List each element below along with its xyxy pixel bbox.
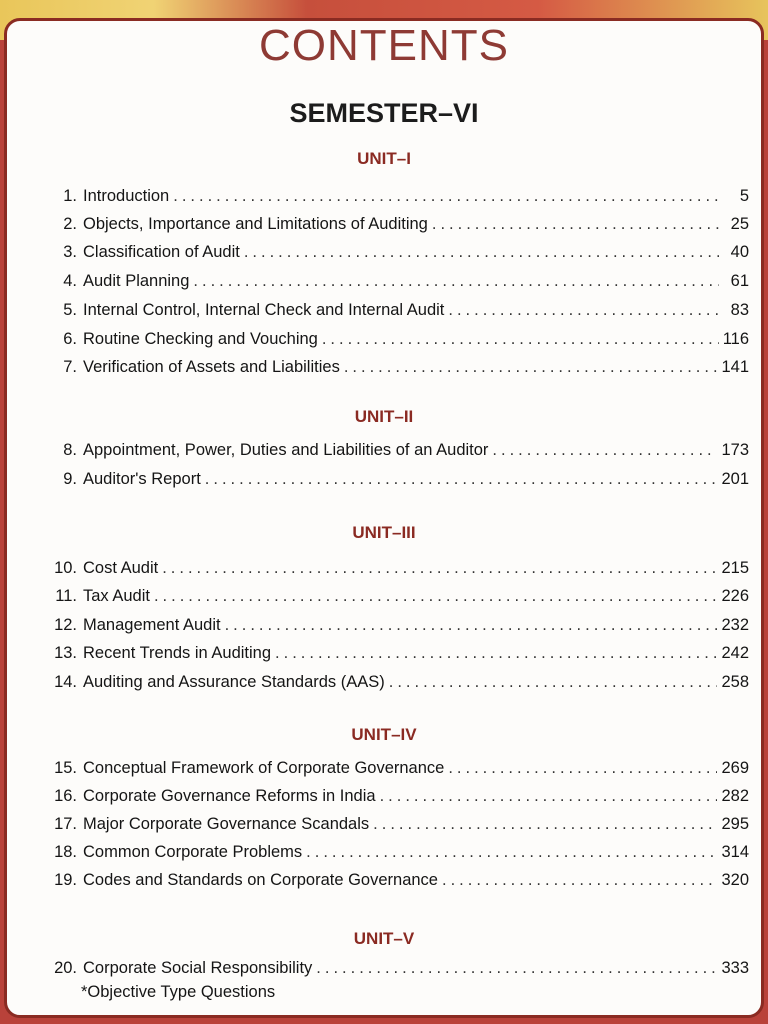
entry-page: 40	[730, 243, 749, 261]
toc-entry	[49, 441, 749, 465]
entry-number: 4.	[63, 272, 77, 290]
toc-entry	[49, 215, 749, 239]
entry-page: 242	[721, 644, 749, 662]
entry-page: 201	[721, 470, 749, 488]
entry-page: 83	[730, 301, 749, 319]
entry-page: 215	[721, 559, 749, 577]
toc-entry	[49, 644, 749, 668]
entry-page: 141	[721, 358, 749, 376]
entry-page: 5	[739, 187, 749, 205]
entry-title: Introduction	[83, 187, 170, 205]
entry-number: 1.	[63, 187, 77, 205]
toc-entry	[49, 787, 749, 811]
entry-title: Objects, Importance and Limitations of Auditing	[83, 215, 428, 233]
dot-leader	[380, 787, 718, 806]
entry-title: Cost Audit	[83, 559, 159, 577]
entry-page: 320	[721, 871, 749, 889]
dot-leader	[344, 358, 718, 377]
entry-number: 14.	[54, 673, 77, 691]
unit-heading: UNIT–III	[352, 523, 416, 542]
entry-page: 226	[721, 587, 749, 605]
entry-page: 173	[721, 441, 749, 459]
entry-title: Auditor's Report	[83, 470, 201, 488]
toc-entry	[49, 871, 749, 895]
dot-leader	[205, 470, 718, 489]
entry-page: 333	[721, 959, 749, 977]
dot-leader	[373, 815, 717, 834]
entry-title: Corporate Social Responsibility	[83, 959, 313, 977]
dot-leader	[322, 330, 719, 349]
entry-title: Verification of Assets and Liabilities	[83, 358, 340, 376]
contents-page	[4, 18, 764, 1018]
entry-number: 3.	[63, 243, 77, 261]
dot-leader	[389, 673, 718, 692]
entry-title: Common Corporate Problems	[83, 843, 303, 861]
unit-heading: UNIT–V	[353, 929, 415, 948]
entry-page: 25	[730, 215, 749, 233]
dot-leader	[162, 559, 717, 578]
page-title: CONTENTS	[259, 21, 509, 70]
entry-title: Codes and Standards on Corporate Governance	[83, 871, 438, 889]
dot-leader	[154, 587, 718, 606]
toc-entry	[49, 243, 749, 267]
entry-title: Classification of Audit	[83, 243, 240, 261]
toc-entry	[49, 673, 749, 697]
entry-number: 9.	[63, 470, 77, 488]
entry-number: 6.	[63, 330, 77, 348]
toc-entry	[49, 959, 749, 983]
entry-number: 10.	[54, 559, 77, 577]
entry-number: 8.	[63, 441, 77, 459]
toc-entry	[49, 358, 749, 382]
entry-page: 61	[730, 272, 749, 290]
dot-leader	[225, 616, 718, 635]
entry-page: 232	[721, 616, 749, 634]
entry-page: 295	[721, 815, 749, 833]
toc-entry	[49, 330, 749, 354]
entry-number: 13.	[54, 644, 77, 662]
dot-leader	[173, 187, 719, 206]
unit-heading: UNIT–II	[354, 407, 414, 426]
entry-title: Auditing and Assurance Standards (AAS)	[83, 673, 385, 691]
entry-page: 269	[721, 759, 749, 777]
dot-leader	[306, 843, 717, 862]
entry-number: 5.	[63, 301, 77, 319]
entry-number: 20.	[54, 959, 77, 977]
semester-heading: SEMESTER–VI	[289, 98, 479, 128]
entry-page: 116	[722, 330, 749, 348]
toc-entry	[49, 470, 749, 494]
toc-entry	[49, 616, 749, 640]
entry-title: Conceptual Framework of Corporate Governance	[83, 759, 445, 777]
toc-entry	[49, 301, 749, 325]
toc-entry	[49, 815, 749, 839]
toc-entry	[49, 272, 749, 296]
entry-number: 15.	[54, 759, 77, 777]
toc-entry	[49, 559, 749, 583]
entry-number: 19.	[54, 871, 77, 889]
toc-entry	[49, 187, 749, 211]
dot-leader	[432, 215, 719, 234]
entry-title: Internal Control, Internal Check and Internal Audit	[83, 301, 445, 319]
entry-title: Major Corporate Governance Scandals	[83, 815, 370, 833]
entry-title: Corporate Governance Reforms in India	[83, 787, 376, 805]
entry-page: 314	[721, 843, 749, 861]
dot-leader	[316, 959, 717, 978]
entry-number: 17.	[54, 815, 77, 833]
entry-number: 16.	[54, 787, 77, 805]
dot-leader	[448, 301, 719, 320]
toc-entry	[49, 843, 749, 867]
dot-leader	[275, 644, 717, 663]
entry-title: Tax Audit	[83, 587, 150, 605]
dot-leader	[193, 272, 719, 291]
footnote: *Objective Type Questions	[81, 983, 276, 1001]
entry-title: Appointment, Power, Duties and Liabilities of an Auditor	[83, 441, 489, 459]
entry-number: 2.	[63, 215, 77, 233]
entry-number: 7.	[63, 358, 77, 376]
entry-title: Recent Trends in Auditing	[83, 644, 272, 662]
unit-heading: UNIT–I	[357, 149, 411, 168]
entry-number: 18.	[54, 843, 77, 861]
entry-title: Routine Checking and Vouching	[83, 330, 318, 348]
dot-leader	[244, 243, 719, 262]
unit-heading: UNIT–IV	[351, 725, 417, 744]
entry-title: Audit Planning	[83, 272, 190, 290]
toc-entry	[49, 759, 749, 783]
dot-leader	[448, 759, 717, 778]
entry-page: 282	[721, 787, 749, 805]
toc-entry	[49, 587, 749, 611]
dot-leader	[442, 871, 717, 890]
entry-number: 12.	[54, 616, 77, 634]
dot-leader	[492, 441, 717, 460]
entry-title: Management Audit	[83, 616, 221, 634]
entry-page: 258	[721, 673, 749, 691]
entry-number: 11.	[55, 587, 77, 605]
